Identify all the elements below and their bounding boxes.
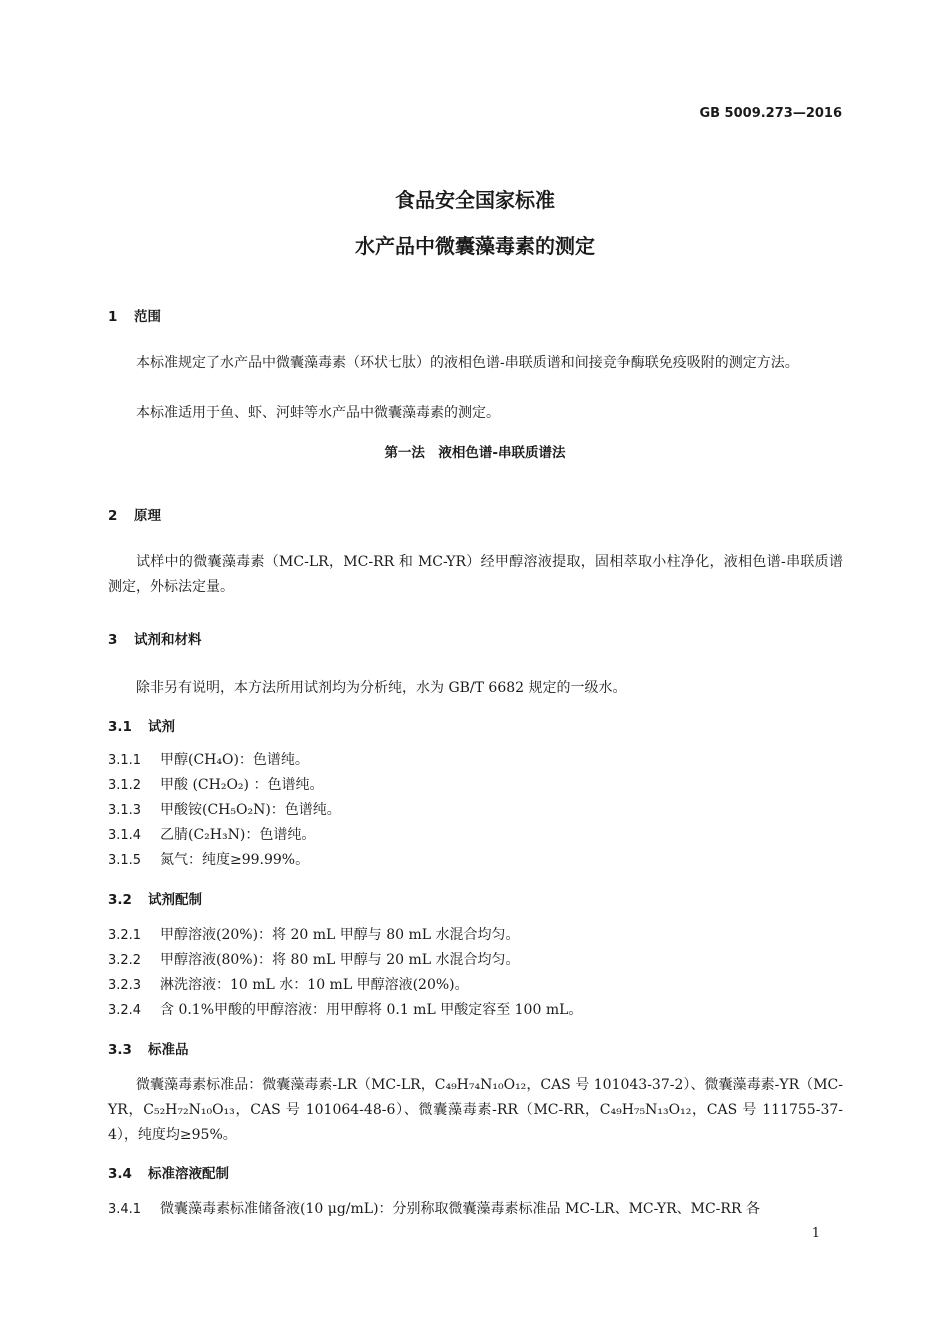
item-text: 微囊藻毒素标准储备液(10 μg/mL)：分别称取微囊藻毒素标准品 MC-LR、MC-YR、MC-RR 各 xyxy=(160,1201,760,1217)
list-item xyxy=(108,975,469,996)
list-item xyxy=(108,1000,582,1021)
doc-title-line2: 水产品中微囊藻毒素的测定 xyxy=(355,234,595,258)
section-3-3-heading xyxy=(108,1038,189,1058)
section-number: 1 xyxy=(108,309,118,325)
item-text: 氮气：纯度≥99.99%。 xyxy=(160,852,310,868)
item-number: 3.1.3 xyxy=(108,803,142,818)
item-text: 甲醇溶液(80%)：将 80 mL 甲醇与 20 mL 水混合均匀。 xyxy=(160,952,520,968)
list-item xyxy=(108,775,323,796)
item-text: 含 0.1%甲酸的甲醇溶液：用甲醇将 0.1 mL 甲酸定容至 100 mL。 xyxy=(160,1002,583,1018)
section-title: 原理 xyxy=(134,508,161,524)
item-text: 甲酸 (CH₂O₂) ：色谱纯。 xyxy=(160,777,324,793)
item-number: 3.2.2 xyxy=(108,953,142,968)
section-3-1-heading xyxy=(108,715,175,735)
section-number: 3.3 xyxy=(108,1042,132,1058)
list-item xyxy=(108,750,309,771)
section-3-3-paragraph: 微囊藻毒素标准品：微囊藻毒素-LR（MC-LR，C₄₉H₇₄N₁₀O₁₂，CAS 号 101043-37-2）、微囊藻毒素-YR（MC-YR，C₅₂H₇₂N₁₀O₁₃，CAS 号 101064-48-6）、微囊藻毒素-RR（MC-RR，C₄₉H₇₅N₁₃O₁₂，CAS 号 111755-37-4），纯度均≥95%。 xyxy=(108,1077,843,1143)
method-1-heading: 第一法 液相色谱-串联质谱法 xyxy=(384,445,566,461)
section-1-paragraph-1: 本标准规定了水产品中微囊藻毒素（环状七肽）的液相色谱-串联质谱和间接竞争酶联免疫吸附的测定方法。 xyxy=(136,355,799,371)
item-number: 3.1.4 xyxy=(108,828,142,843)
section-title: 试剂和材料 xyxy=(134,632,202,648)
section-title: 标准品 xyxy=(148,1042,189,1058)
item-text: 甲醇(CH₄O)：色谱纯。 xyxy=(160,752,309,768)
item-number: 3.2.4 xyxy=(108,1003,142,1018)
section-title: 标准溶液配制 xyxy=(148,1166,229,1182)
section-number: 3.4 xyxy=(108,1166,132,1182)
section-number: 3.2 xyxy=(108,892,132,908)
section-2-paragraph: 试样中的微囊藻毒素（MC-LR，MC-RR 和 MC-YR）经甲醇溶液提取，固相萃取小柱净化，液相色谱-串联质谱测定，外标法定量。 xyxy=(108,554,843,595)
doc-title-line1: 食品安全国家标准 xyxy=(395,188,555,212)
item-text: 甲酸铵(CH₅O₂N)：色谱纯。 xyxy=(160,802,341,818)
section-3-4-heading xyxy=(108,1162,229,1182)
standard-number: GB 5009.273—2016 xyxy=(699,106,842,121)
section-1-heading xyxy=(108,305,161,325)
section-1-paragraph-2: 本标准适用于鱼、虾、河蚌等水产品中微囊藻毒素的测定。 xyxy=(136,405,500,421)
section-2-heading xyxy=(108,504,161,524)
list-item xyxy=(108,950,520,971)
item-number: 3.1.1 xyxy=(108,753,142,768)
page-number: 1 xyxy=(811,1226,820,1241)
item-text: 淋洗溶液：10 mL 水：10 mL 甲醇溶液(20%)。 xyxy=(160,977,469,993)
list-item xyxy=(108,800,341,821)
section-3-heading xyxy=(108,628,202,648)
item-text: 乙腈(C₂H₃N)：色谱纯。 xyxy=(160,827,316,843)
section-number: 3 xyxy=(108,632,118,648)
item-number: 3.4.1 xyxy=(108,1202,142,1217)
list-item xyxy=(108,1199,760,1220)
list-item xyxy=(108,850,309,871)
section-number: 2 xyxy=(108,508,118,524)
list-item xyxy=(108,925,520,946)
item-text: 甲醇溶液(20%)：将 20 mL 甲醇与 80 mL 水混合均匀。 xyxy=(160,927,520,943)
section-title: 试剂配制 xyxy=(148,892,202,908)
section-title: 试剂 xyxy=(148,719,175,735)
item-number: 3.1.2 xyxy=(108,778,142,793)
section-title: 范围 xyxy=(134,309,161,325)
section-3-paragraph: 除非另有说明，本方法所用试剂均为分析纯，水为 GB/T 6682 规定的一级水。 xyxy=(136,680,627,696)
item-number: 3.2.3 xyxy=(108,978,142,993)
section-number: 3.1 xyxy=(108,719,132,735)
section-3-2-heading xyxy=(108,888,202,908)
item-number: 3.2.1 xyxy=(108,928,142,943)
item-number: 3.1.5 xyxy=(108,853,142,868)
list-item xyxy=(108,825,315,846)
